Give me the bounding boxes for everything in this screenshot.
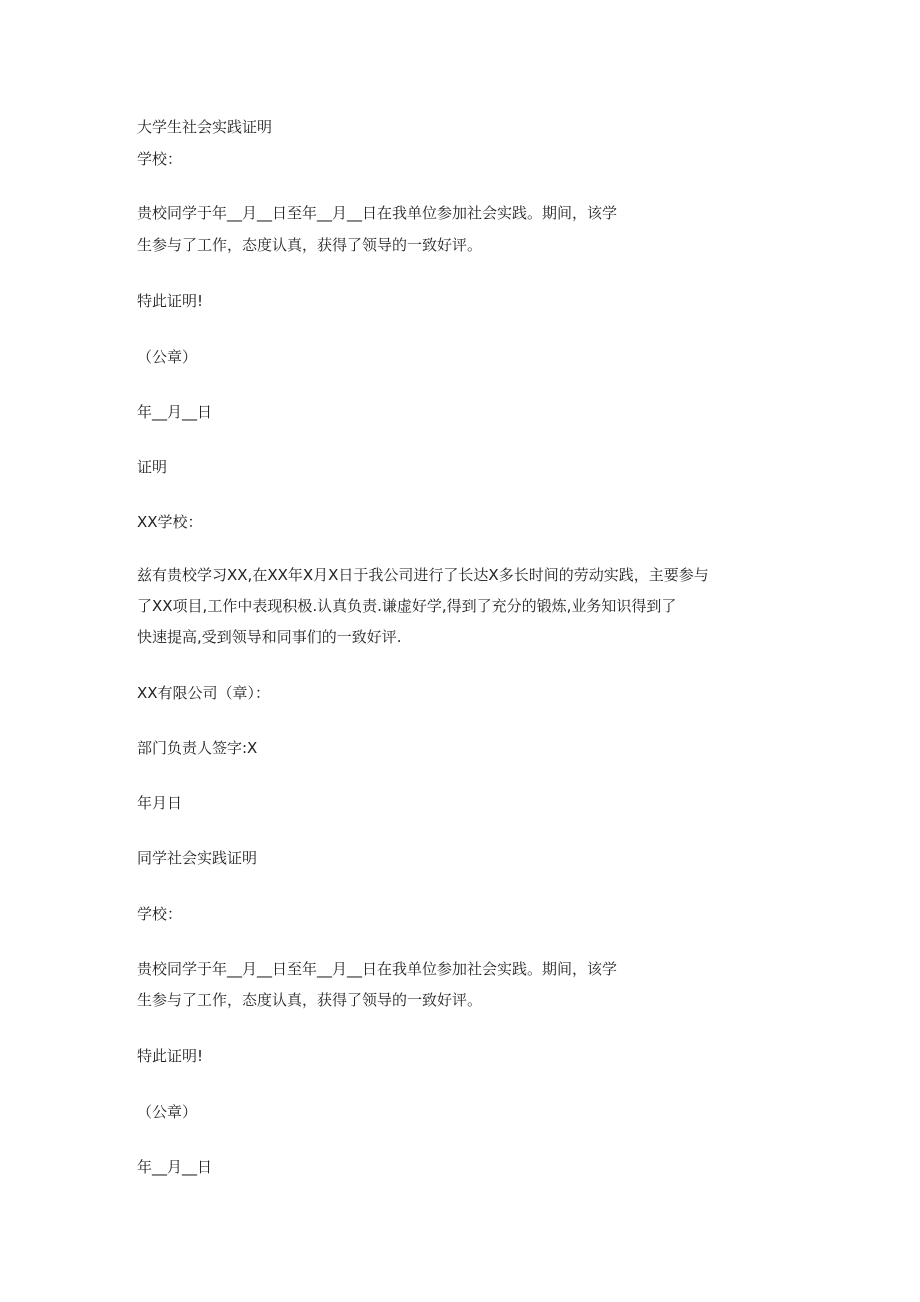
section2-signature: 部门负责人签字:X [137, 739, 258, 757]
section2-body-line1: 兹有贵校学习XX,在XX年X月X日于我公司进行了长达X多长时间的劳动实践，主要参与 [137, 566, 709, 584]
section3-body-line2: 生参与了工作，态度认真，获得了领导的一致好评。 [137, 991, 483, 1009]
section2-addressee: XX学校： [137, 513, 203, 531]
section3-seal: （公章） [137, 1103, 198, 1121]
section3-title: 同学社会实践证明 [137, 849, 258, 867]
section3-school-line: 学校： [137, 905, 183, 923]
section1-body-line2: 生参与了工作，态度认真，获得了领导的一致好评。 [137, 236, 483, 254]
section1-school-line: 学校： [137, 150, 183, 168]
section1-title: 大学生社会实践证明 [137, 118, 273, 136]
section1-seal: （公章） [137, 348, 198, 366]
section3-date: 年__月__日 [137, 1158, 213, 1176]
section1-date: 年__月__日 [137, 403, 213, 421]
section2-body-line2: 了XX项目,工作中表现积极.认真负责.谦虚好学,得到了充分的锻炼,业务知识得到了 [137, 597, 677, 615]
section2-body-line3: 快速提高,受到领导和同事们的一致好评. [137, 628, 402, 646]
section2-title: 证明 [137, 458, 168, 476]
section3-body-line1: 贵校同学于年__月__日至年__月__日在我单位参加社会实践。期间，该学 [137, 960, 618, 978]
section1-closing: 特此证明! [137, 292, 204, 310]
section3-closing: 特此证明! [137, 1047, 204, 1065]
section1-body-line1: 贵校同学于年__月__日至年__月__日在我单位参加社会实践。期间，该学 [137, 204, 618, 222]
section2-company-seal: XX有限公司（章）： [137, 684, 271, 702]
section2-date: 年月日 [137, 794, 183, 812]
